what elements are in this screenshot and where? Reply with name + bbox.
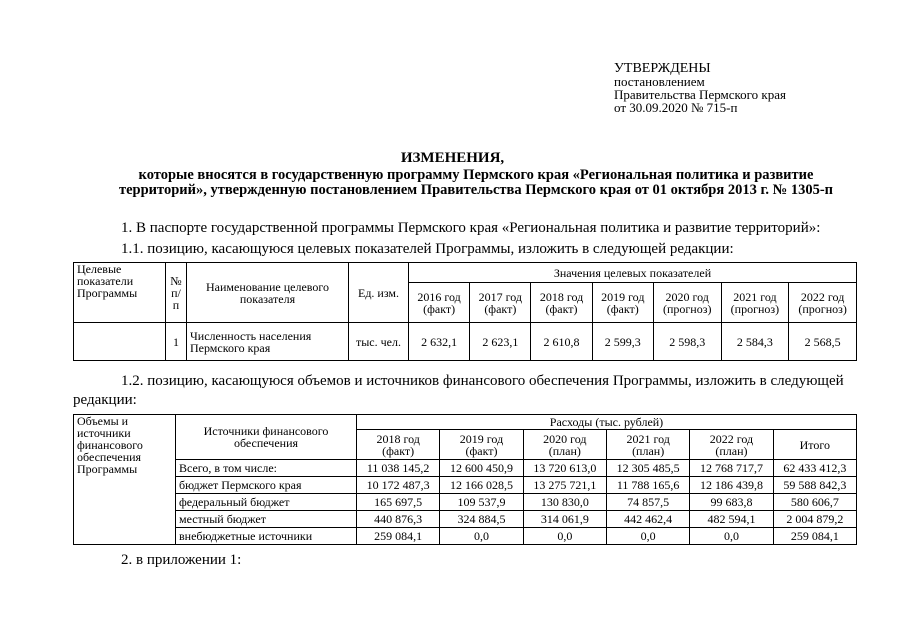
amount-cell: 259 084,1	[357, 528, 440, 545]
amount-cell: 0,0	[523, 528, 606, 545]
amount-cell: 109 537,9	[440, 494, 523, 511]
amount-cell: 580 606,7	[773, 494, 856, 511]
approval-block	[614, 62, 786, 114]
amount-cell: 12 166 028,5	[440, 477, 523, 494]
value-cell: 2 568,5	[789, 323, 857, 361]
year-header: 2018 год (факт)	[531, 283, 592, 323]
expenses-header: Расходы (тыс. рублей)	[357, 415, 857, 430]
amount-cell: 13 720 613,0	[523, 460, 606, 477]
source-label: бюджет Пермского края	[176, 477, 357, 494]
amount-cell: 10 172 487,3	[357, 477, 440, 494]
amount-cell: 482 594,1	[690, 511, 773, 528]
total-header: Итого	[773, 430, 856, 460]
financing-table	[73, 414, 857, 545]
source-label: местный бюджет	[176, 511, 357, 528]
amount-cell: 0,0	[606, 528, 689, 545]
amount-cell: 165 697,5	[357, 494, 440, 511]
targets-table	[73, 262, 857, 361]
year-header: 2022 год (план)	[690, 430, 773, 460]
value-cell: 2 610,8	[531, 323, 592, 361]
amount-cell: 74 857,5	[606, 494, 689, 511]
document-subtitle	[96, 168, 856, 198]
year-header: 2021 год (прогноз)	[721, 283, 789, 323]
amount-cell: 2 004 879,2	[773, 511, 856, 528]
amount-cell: 0,0	[440, 528, 523, 545]
amount-cell: 62 433 412,3	[773, 460, 856, 477]
approval-date: от 30.09.2020 № 715-п	[614, 100, 738, 115]
amount-cell: 12 305 485,5	[606, 460, 689, 477]
amount-cell: 13 275 721,1	[523, 477, 606, 494]
amount-cell: 99 683,8	[690, 494, 773, 511]
amount-cell: 442 462,4	[606, 511, 689, 528]
amount-cell: 11 788 165,6	[606, 477, 689, 494]
amount-cell: 12 600 450,9	[440, 460, 523, 477]
value-cell: 2 584,3	[721, 323, 789, 361]
value-cell: 2 632,1	[409, 323, 470, 361]
amount-cell: 259 084,1	[773, 528, 856, 545]
indicator-name: Численность населения Пермского края	[187, 323, 349, 361]
paragraph-2: 2. в приложении 1:	[121, 552, 242, 568]
financing-label: Объемы и источники финансового обеспечения Программы	[74, 415, 176, 545]
amount-cell: 12 768 717,7	[690, 460, 773, 477]
source-label: федеральный бюджет	[176, 494, 357, 511]
year-header: 2020 год (прогноз)	[653, 283, 721, 323]
subtitle-line: территорий», утвержденную постановлением Правительства Пермского края от 01 октября 2013 г. № 1305-п	[118, 182, 834, 198]
approval-line: Правительства Пермского края	[614, 87, 786, 102]
subtitle-line: которые вносятся в государственную программу Пермского края «Региональная политика и развитие	[138, 167, 814, 183]
source-label: внебюджетные источники	[176, 528, 357, 545]
paragraph-1: 1. В паспорте государственной программы Пермского края «Региональная политика и развитие территорий»:	[121, 220, 821, 236]
unit-header: Ед. изм.	[349, 263, 409, 323]
approval-line: постановлением	[614, 74, 705, 89]
year-header: 2021 год (план)	[606, 430, 689, 460]
document-title: ИЗМЕНЕНИЯ,	[400, 150, 505, 166]
approval-heading: УТВЕРЖДЕНЫ	[614, 61, 711, 76]
indicator-unit: тыс. чел.	[349, 323, 409, 361]
year-header: 2018 год (факт)	[357, 430, 440, 460]
table-cell-empty	[74, 323, 166, 361]
year-header: 2019 год (факт)	[592, 283, 653, 323]
year-header: 2016 год (факт)	[409, 283, 470, 323]
name-header: Наименование целевого показателя	[187, 263, 349, 323]
year-header: 2019 год (факт)	[440, 430, 523, 460]
values-header: Значения целевых показателей	[409, 263, 857, 283]
value-cell: 2 623,1	[470, 323, 531, 361]
amount-cell: 59 588 842,3	[773, 477, 856, 494]
amount-cell: 11 038 145,2	[357, 460, 440, 477]
amount-cell: 0,0	[690, 528, 773, 545]
value-cell: 2 598,3	[653, 323, 721, 361]
sources-header: Источники финансового обеспечения	[176, 415, 357, 460]
amount-cell: 130 830,0	[523, 494, 606, 511]
year-header: 2020 год (план)	[523, 430, 606, 460]
amount-cell: 440 876,3	[357, 511, 440, 528]
paragraph-1-1: 1.1. позицию, касающуюся целевых показателей Программы, изложить в следующей редакции:	[121, 241, 734, 257]
targets-label: Целевые показатели Программы	[74, 263, 166, 323]
num-header: № п/п	[166, 263, 187, 323]
value-cell: 2 599,3	[592, 323, 653, 361]
year-header: 2017 год (факт)	[470, 283, 531, 323]
amount-cell: 324 884,5	[440, 511, 523, 528]
year-header: 2022 год (прогноз)	[789, 283, 857, 323]
source-label: Всего, в том числе:	[176, 460, 357, 477]
row-number: 1	[166, 323, 187, 361]
paragraph-1-2: 1.2. позицию, касающуюся объемов и источников финансового обеспечения Программы, изложить в следующей	[121, 373, 844, 389]
amount-cell: 314 061,9	[523, 511, 606, 528]
paragraph-1-2-cont: редакции:	[73, 392, 137, 408]
amount-cell: 12 186 439,8	[690, 477, 773, 494]
